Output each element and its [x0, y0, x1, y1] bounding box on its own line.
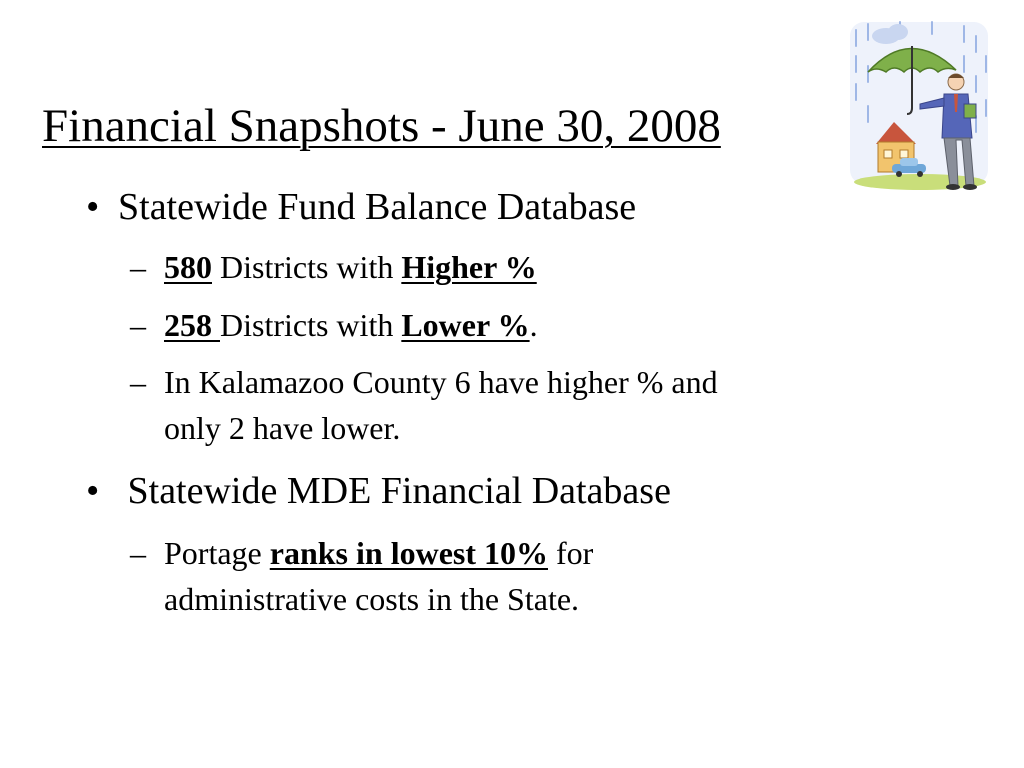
slide-title: Financial Snapshots - June 30, 2008 [42, 100, 721, 152]
dash-marker: – [130, 249, 146, 285]
dash-marker: – [130, 307, 146, 343]
sub-bullet-text: Districts with [212, 249, 402, 285]
sub-bullet-text-continued: administrative costs in the State. [164, 581, 580, 617]
bullet-marker: • [86, 186, 100, 228]
dash-marker: – [130, 535, 146, 571]
district-count-lower: 258 [164, 307, 220, 343]
ranking-label: ranks in lowest 10% [269, 535, 548, 571]
sub-bullet-text: In Kalamazoo County 6 have higher % and [164, 364, 718, 400]
higher-percent-label: Higher % [401, 249, 537, 285]
lower-percent-label: Lower % [401, 307, 530, 343]
sub-bullet-tail: for [548, 535, 594, 571]
district-count-higher: 580 [164, 249, 212, 285]
bullet-text: Statewide Fund Balance Database [118, 186, 637, 228]
sub-bullet-tail: . [529, 307, 538, 343]
bullet-text: Statewide MDE Financial Database [118, 470, 671, 512]
dash-marker: – [130, 364, 146, 400]
sub-bullet-text: Portage [164, 535, 270, 571]
sub-bullet-text: Districts with [220, 307, 402, 343]
sub-bullet-text-continued: only 2 have lower. [164, 410, 401, 446]
bullet-marker: • [86, 470, 100, 512]
